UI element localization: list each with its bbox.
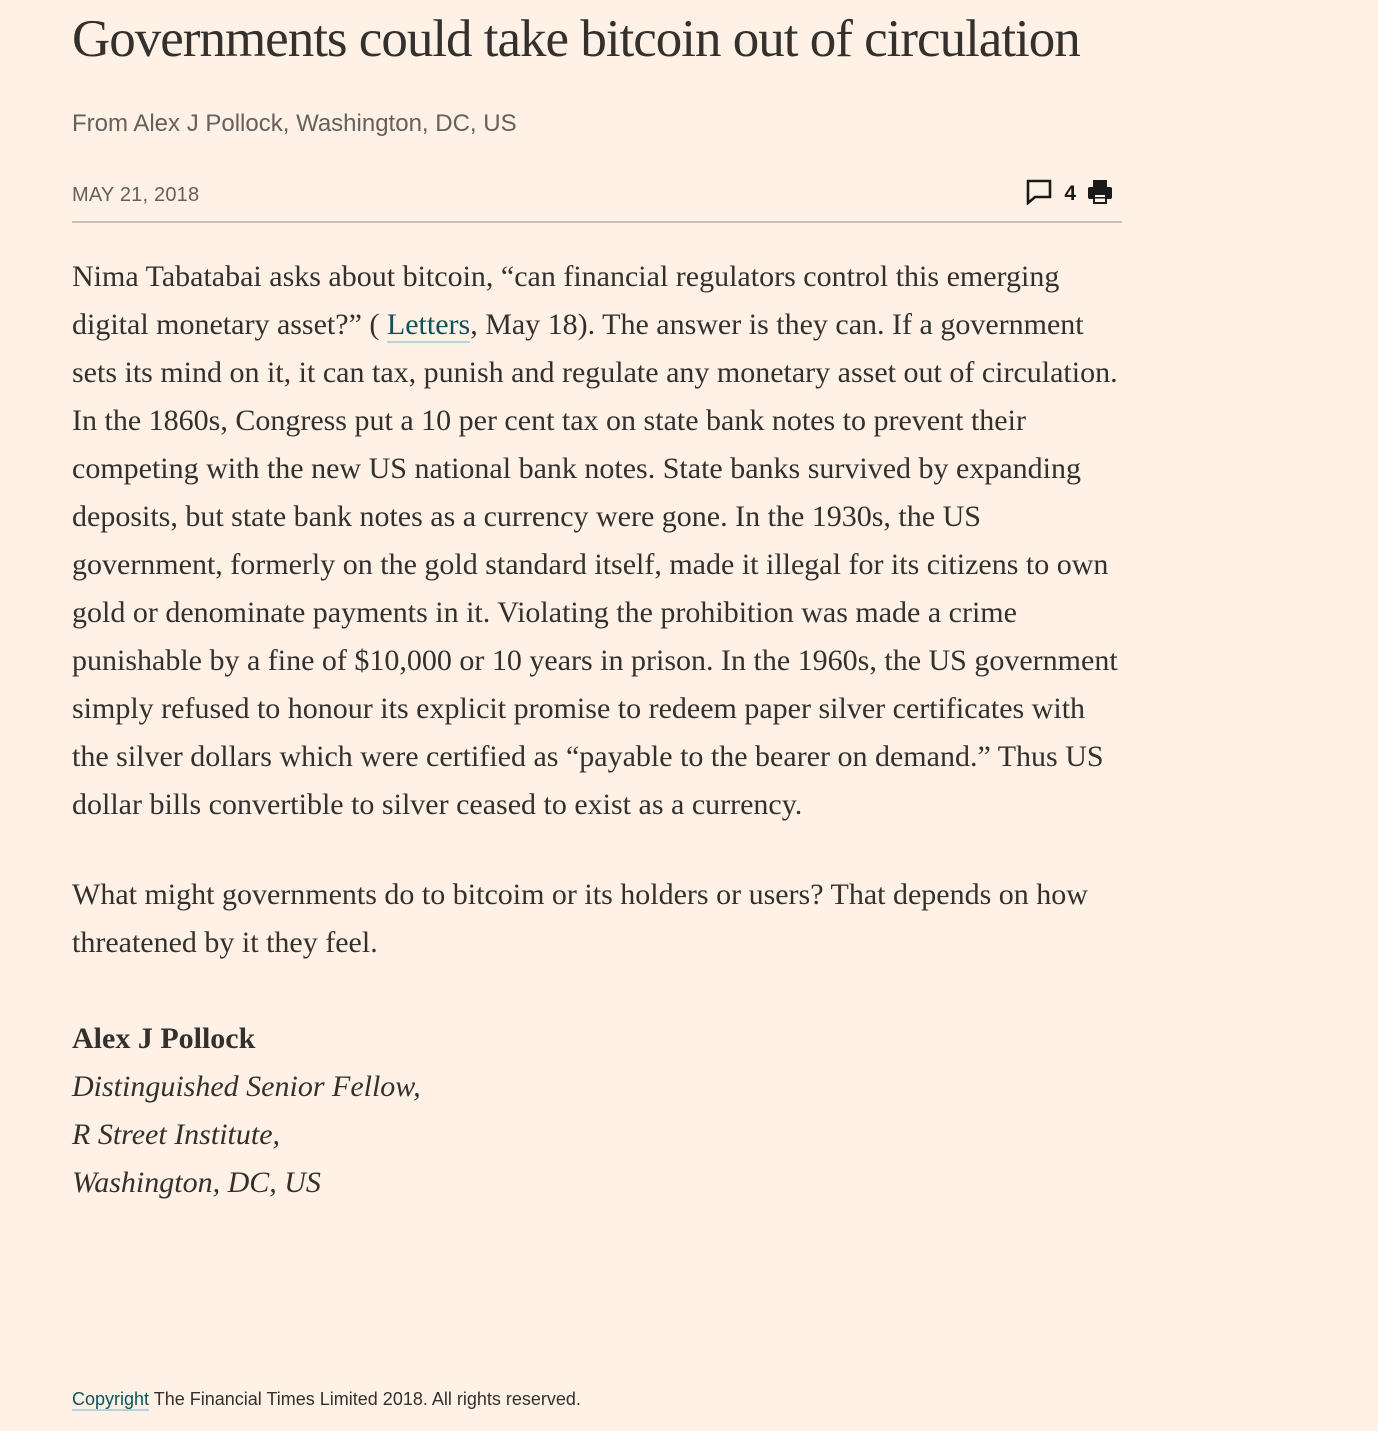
signature-title: Distinguished Senior Fellow, [72,1070,421,1103]
article-body [72,253,1122,967]
article-byline: From Alex J Pollock, Washington, DC, US [72,110,517,137]
paragraph-1-text-end: , May 18). The answer is they can. If a government sets its mind on it, it can tax, punish and regulate any monetary asset out of circulation. In the 1860s, Congress put a 10 per cent tax on state bank notes to prevent their competing with the new US national bank notes. State banks survived by expanding deposits, but state bank notes as a currency were gone. In the 1930s, the US government, formerly on the gold standard itself, made it illegal for its citizens to own gold or denominate payments in it. Violating the prohibition was made a crime punishable by a fine of $10,000 or 10 years in prison. In the 1960s, the US government simply refused to honour its explicit promise to redeem paper silver certificates with the silver dollars which were certified as “payable to the bearer on demand.” Thus US dollar bills convertible to silver ceased to exist as a currency. [72,308,1118,821]
article-paragraph-2: What might governments do to bitcoim or its holders or users? That depends on how threatened by it they feel. [72,878,1088,959]
article [72,0,1122,1207]
article-headline: Governments could take bitcoin out of circulation [72,10,1080,68]
comment-count: 4 [1064,182,1076,205]
paragraph-1-text-start: Nima Tabatabai asks about bitcoin, “can financial regulators control this emerging digital monetary asset?” ( [72,260,1060,341]
signature-organization: R Street Institute, [72,1118,281,1151]
comment-icon [1026,179,1052,210]
letters-link[interactable]: Letters [386,308,471,341]
copyright-text: The Financial Times Limited 2018. All rights reserved. [149,1389,581,1409]
comments-button[interactable] [1026,179,1076,210]
article-tools [1026,179,1114,209]
copyright-notice [72,1386,581,1412]
author-signature [72,1015,1122,1207]
signature-name: Alex J Pollock [72,1022,256,1055]
printer-icon [1086,178,1114,211]
signature-location: Washington, DC, US [72,1166,321,1199]
copyright-link[interactable]: Copyright [72,1389,150,1409]
article-meta-row [72,177,1122,223]
print-button[interactable] [1086,178,1114,211]
publish-date: MAY 21, 2018 [72,184,200,206]
article-paragraph-1 [72,253,1122,829]
